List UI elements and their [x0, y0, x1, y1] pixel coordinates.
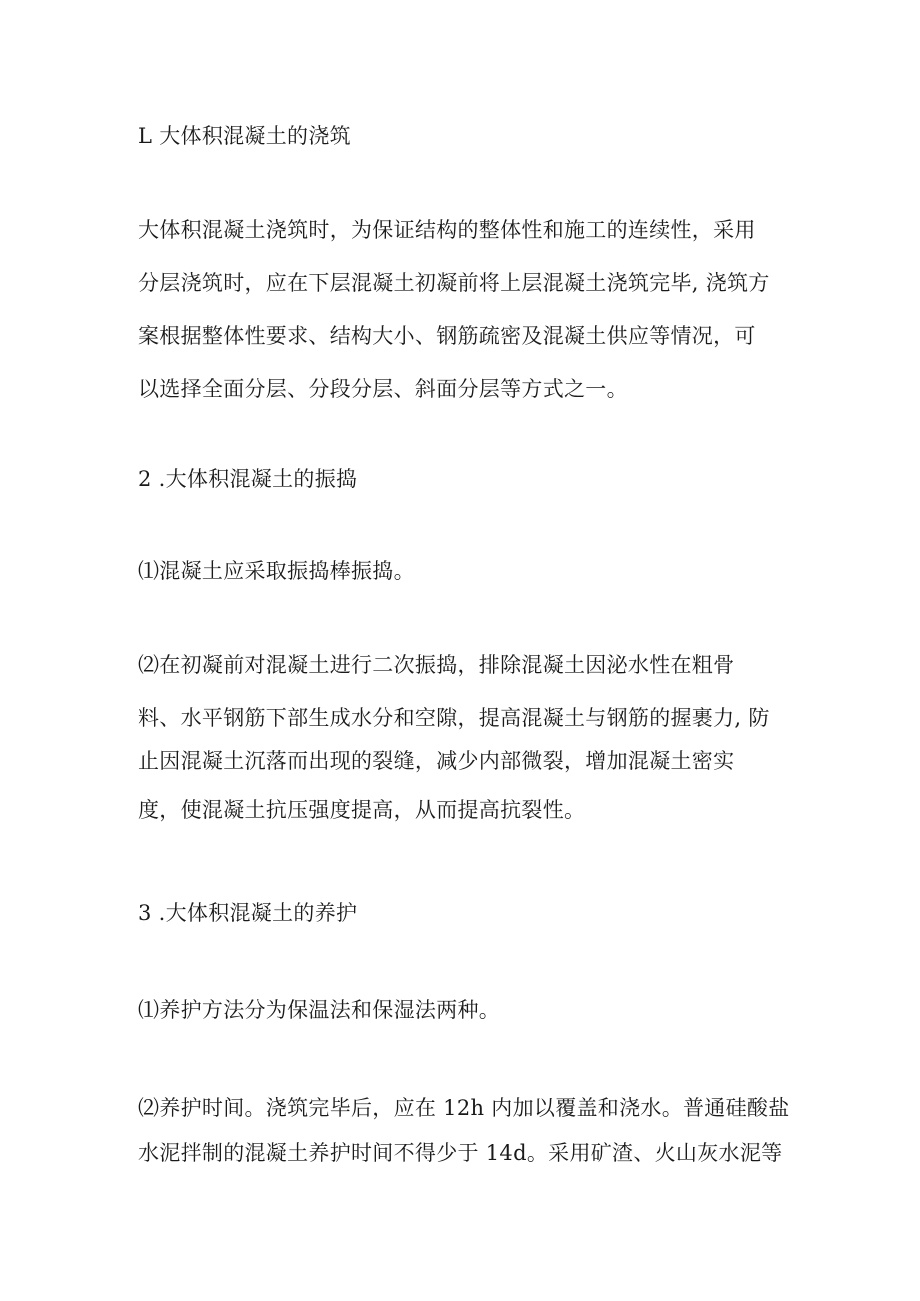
section-1-paragraph-line: 以选择全面分层、分段分层、斜面分层等方式之一。 — [138, 377, 628, 401]
section-2-item-1: ⑴混凝土应采取振捣棒振捣。 — [138, 559, 415, 583]
section-2-item-2-line: ⑵在初凝前对混凝土进行二次振捣，排除混凝土因泌水性在粗骨 — [138, 653, 735, 677]
section-1-paragraph-line: 案根据整体性要求、结构大小、钢筋疏密及混凝土供应等情况，可 — [138, 324, 756, 348]
section-3-heading: 3 .大体积混凝土的养护 — [138, 901, 358, 925]
section-3-item-2-line: 水泥拌制的混凝土养护时间不得少于 14d。采用矿渣、火山灰水泥等 — [138, 1141, 783, 1165]
section-1-paragraph-line: 分层浇筑时，应在下层混凝土初凝前将上层混凝土浇筑完毕, 浇筑方 — [138, 271, 770, 295]
section-3-item-1: ⑴养护方法分为保温法和保湿法两种。 — [138, 998, 501, 1022]
section-2-item-2-line: 止因混凝土沉落而出现的裂缝，减少内部微裂，增加混凝土密实 — [138, 749, 735, 773]
section-1-paragraph-line: 大体积混凝土浇筑时，为保证结构的整体性和施工的连续性，采用 — [138, 218, 756, 242]
section-2-item-2-line: 料、水平钢筋下部生成水分和空隙，提高混凝土与钢筋的握裹力, 防 — [138, 706, 770, 730]
section-3-item-2-line: ⑵养护时间。浇筑完毕后，应在 12h 内加以覆盖和浇水。普通硅酸盐 — [138, 1096, 790, 1120]
section-1-heading: L 大体积混凝土的浇筑 — [138, 124, 351, 148]
section-2-item-2-line: 度，使混凝土抗压强度提高，从而提高抗裂性。 — [138, 798, 586, 822]
section-2-heading: 2 .大体积混凝土的振捣 — [138, 467, 358, 491]
